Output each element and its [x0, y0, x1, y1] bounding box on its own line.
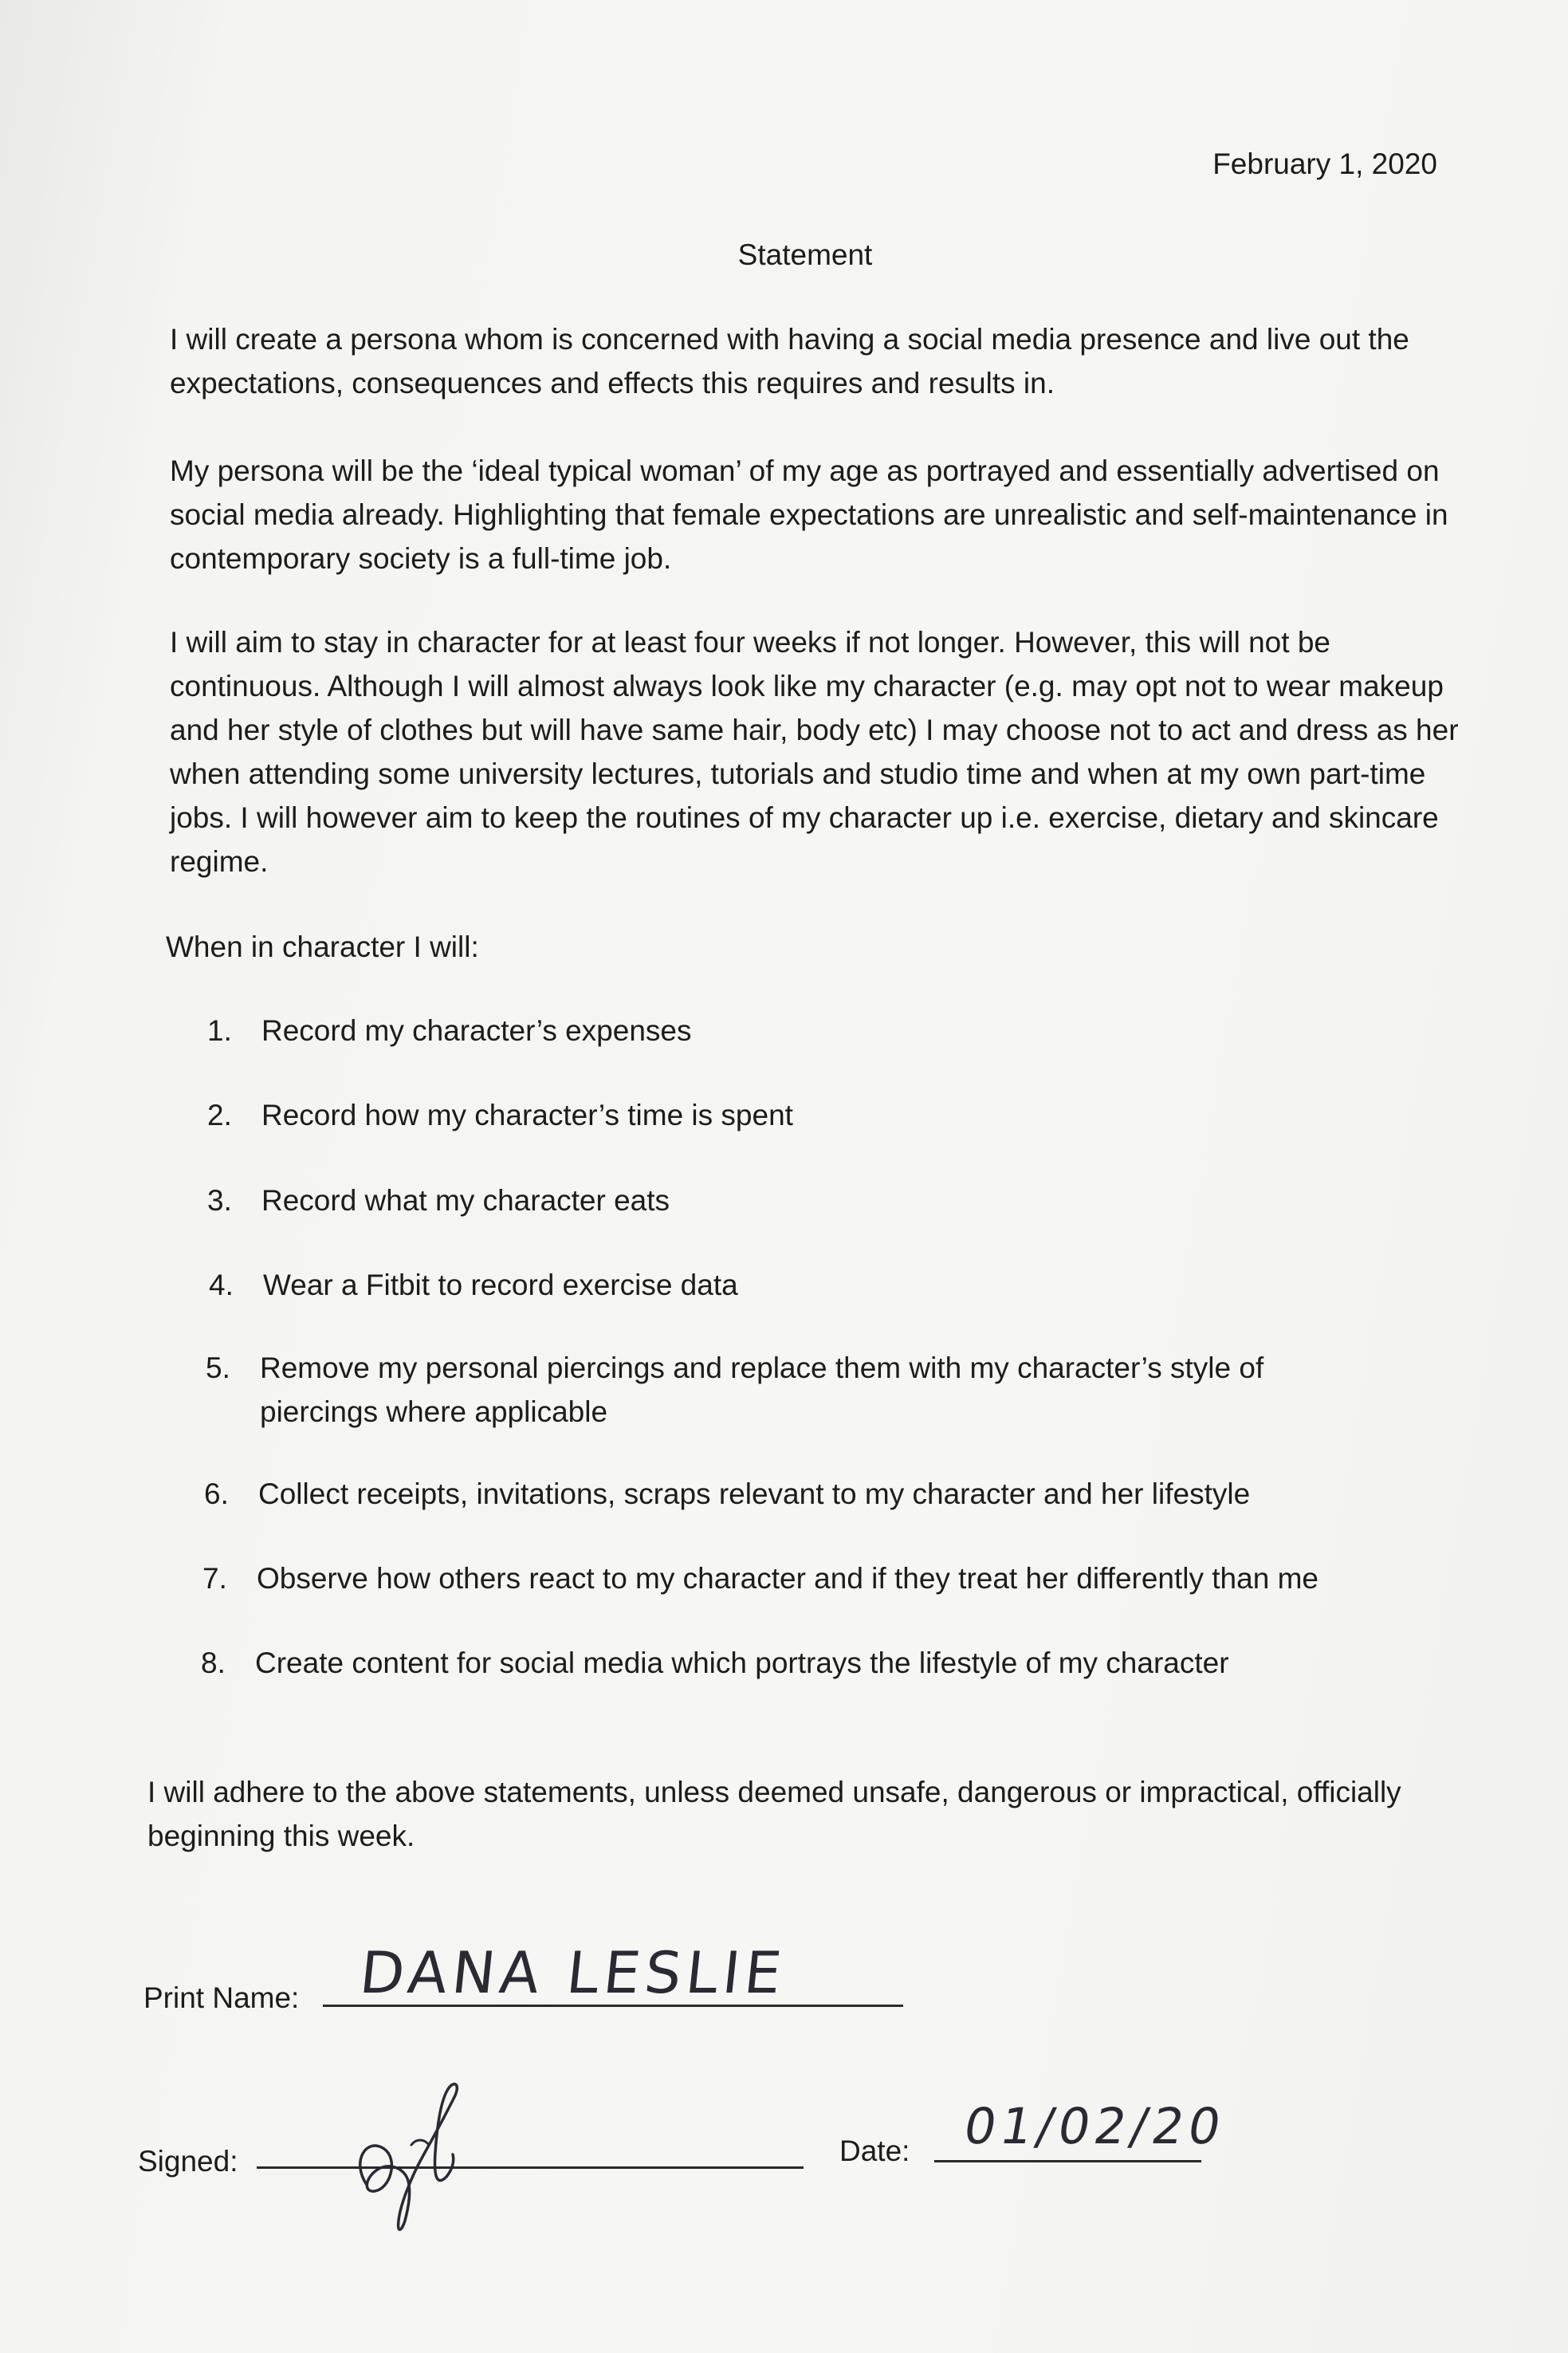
list-item-number: 4. — [209, 1269, 234, 1301]
list-item-number: 1. — [207, 1014, 232, 1047]
list-item-number: 3. — [207, 1184, 232, 1217]
signature-scribble — [335, 2049, 494, 2241]
list-item-text: Collect receipts, invitations, scraps relevant to my character and her lifestyle — [258, 1478, 1251, 1510]
paragraph-2: My persona will be the ‘ideal typical woman’ of my age as portrayed and essentially advertised on social media already. Highlighting that female expectations are unrealistic and self-maintenance in contemporary society is a full-time job. — [170, 454, 1448, 575]
closing-statement: I will adhere to the above statements, unless deemed unsafe, dangerous or impractical, officially beginning this week. — [147, 1776, 1401, 1852]
list-item — [207, 1178, 1451, 1222]
list-item — [202, 1556, 1446, 1600]
print-name-handwriting: DANA LESLIE — [356, 1939, 789, 2006]
date-handwriting: 01/02/20 — [959, 2097, 1230, 2155]
list-item-text: Observe how others react to my character and if they treat her differently than me — [257, 1562, 1318, 1595]
list-item — [204, 1472, 1448, 1516]
signed-label: Signed: — [138, 2145, 238, 2178]
list-item-number: 8. — [201, 1647, 226, 1679]
list-item-text: Create content for social media which portrays the lifestyle of my character — [255, 1647, 1229, 1679]
list-item — [209, 1263, 1452, 1307]
list-item — [207, 1093, 1451, 1137]
list-item — [206, 1346, 1449, 1434]
print-name-label: Print Name: — [143, 1981, 300, 2014]
list-item — [207, 1009, 1451, 1053]
list-item-number: 5. — [206, 1352, 230, 1384]
document-title: Statement — [737, 238, 873, 271]
list-item-number: 2. — [207, 1099, 232, 1131]
paragraph-1: I will create a persona whom is concerned with having a social media presence and live out the expectations, consequences and effects this requires and results in. — [170, 323, 1409, 399]
list-item-text: Record my character’s expenses — [261, 1014, 692, 1047]
document-date: February 1, 2020 — [1212, 148, 1437, 180]
list-item-text: Remove my personal piercings and replace them with my character’s style of piercings where applicable — [260, 1352, 1264, 1428]
list-item — [201, 1641, 1444, 1685]
date-line — [934, 2160, 1201, 2162]
date-label: Date: — [839, 2135, 910, 2167]
list-item-text: Wear a Fitbit to record exercise data — [263, 1269, 738, 1301]
list-item-number: 6. — [204, 1478, 229, 1510]
list-item-number: 7. — [202, 1562, 227, 1595]
list-item-text: Record what my character eats — [261, 1184, 670, 1217]
list-intro: When in character I will: — [166, 931, 479, 963]
paragraph-3: I will aim to stay in character for at least four weeks if not longer. However, this will not be continuous. Although I will almost always look like my character (e.g. may opt not to wear makeup and her style of clothes but will have same hair, body etc) I may choose not to act and dress as her when attending some university lectures, tutorials and studio time and when at my own part-time jobs. I will however aim to keep the routines of my character up i.e. exercise, dietary and skincare regime. — [170, 626, 1459, 878]
list-item-text: Record how my character’s time is spent — [261, 1099, 793, 1131]
